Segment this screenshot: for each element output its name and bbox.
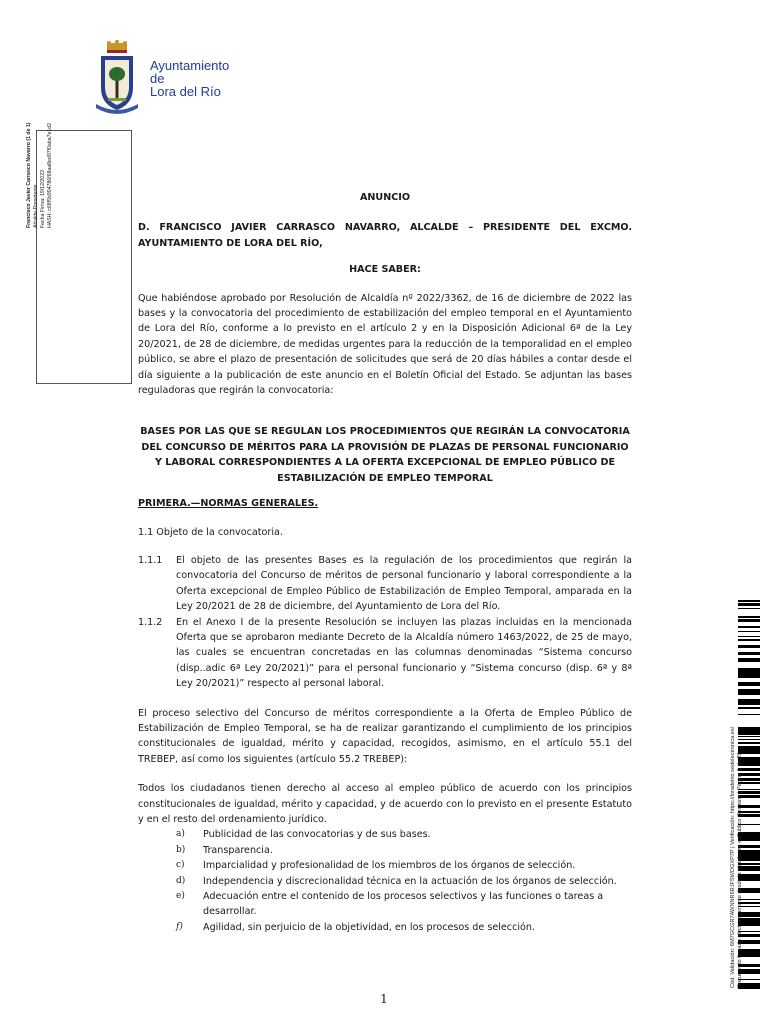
verification-line: Cód. Validación: 6M7GCGR7AWNNR6RJFSWDGXP7P | Verificación: https://loradelrio.sedelectronica.es/ (730, 726, 736, 988)
barcode-bar (738, 600, 760, 602)
bases-title: BASES POR LAS QUE SE REGULAN LOS PROCEDIMIENTOS QUE REGIRÁN LA CONVOCATORIA DEL CONCURSO DE MÉRITOS PARA LA PROVISIÓN DE PLAZAS DE PERSONAL FUNCIONARIO Y LABORAL CORRESPONDIENTES A LA OFERTA EXCEPCIONAL DE EMPLEO PÚBLICO DE ESTABILIZACIÓN DE EMPLEO TEMPORAL (140, 426, 630, 484)
verification-line: Documento firmado electrónicamente desde la plataforma esPublico Gestiona | Página 1 de 20 (737, 752, 743, 988)
list-marker: d) (176, 875, 186, 886)
intro-paragraph: Que habiéndose aprobado por Resolución de Alcaldía nº 2022/3362, de 16 de diciembre de 2022 las bases y la convocatoria del procedimiento de estabilización del empleo temporal en el Ayuntamiento de Lora del Río, conforme a lo previsto en el artículo 2 y en la Disposición Adicional 6ª de la Ley 20/2021, de 28 de diciembre, de medidas urgentes para la reducción de la temporalidad en el empleo público, se abre el plazo de presentación de solicitudes que será de 20 días hábiles a contar desde el día siguiente a la publicación de este anuncio en el Boletín Oficial del Estado. Se adjuntan las bases reguladoras que regirán la convocatoria: (138, 292, 632, 397)
signature-line: Francisco Javier Carrasco Navarro (1 de 1) (26, 122, 32, 228)
barcode-bar (738, 603, 760, 605)
list-marker: b) (176, 844, 186, 855)
list-text: Transparencia. (203, 844, 273, 856)
item-number: 1.1.2 (138, 616, 163, 628)
logo-line: Lora del Río (150, 84, 221, 99)
barcode-bar (738, 605, 760, 606)
numbered-item (138, 553, 632, 615)
logo-line: Ayuntamiento (150, 58, 230, 73)
subsection-title: 1.1 Objeto de la convocatoria. (138, 526, 283, 538)
issuer-line: D. FRANCISCO JAVIER CARRASCO NAVARRO, ALCALDE – PRESIDENTE DEL EXCMO. AYUNTAMIENTO DE LORA DEL RÍO, (138, 222, 632, 249)
signature-line: HASH: c68f5b904786f68aa8ed97f0aba7e1d2 (47, 123, 53, 228)
list-text: Adecuación entre el contenido de los procesos selectivos y las funciones o tareas a desarrollar. (203, 891, 604, 918)
numbered-list (138, 553, 632, 692)
list-marker: f) (176, 921, 183, 932)
document-heading: ANUNCIO (359, 192, 411, 203)
list-item (138, 920, 632, 935)
list-text: Independencia y discrecionalidad técnica en la actuación de los órganos de selección. (203, 875, 617, 887)
verification-text (730, 608, 744, 988)
list-item (138, 874, 632, 889)
item-number: 1.1.1 (138, 554, 163, 566)
list-marker: c) (176, 860, 185, 871)
list-text: Publicidad de las convocatorias y de sus bases. (203, 829, 431, 841)
page-number: 1 (380, 992, 388, 1006)
ciudadanos-paragraph: Todos los ciudadanos tienen derecho al acceso al empleo público de acuerdo con los principios constitucionales de igualdad, mérito y capacidad, y de acuerdo con lo previsto en el presente Estatuto y en el resto del ordenamiento jurídico. (138, 783, 632, 825)
numbered-item (138, 615, 632, 692)
signature-line: Alcalde-Presidente (33, 184, 39, 228)
document-body (138, 190, 632, 935)
signature-text (26, 0, 54, 228)
logo-line: de (150, 71, 165, 86)
hace-saber: HACE SABER: (349, 264, 421, 276)
list-item (138, 889, 632, 920)
proceso-paragraph: El proceso selectivo del Concurso de méritos correspondiente a la Oferta de Empleo Público de Estabilización de Empleo Temporal, se ha de realizar garantizando el cumplimiento de los principios constitucionales de igualdad, mérito y capacidad, recogidos, asimismo, en el artículo 55.1 del TREBEP, así como los siguientes (artículo 55.2 TREBEP): (138, 707, 632, 765)
signature-line: Fecha Firma: 19/12/2022 (40, 170, 46, 228)
list-marker: a) (176, 829, 185, 840)
section-title: PRIMERA.—NORMAS GENERALES. (138, 498, 319, 510)
list-marker: e) (176, 891, 185, 902)
list-item (138, 858, 632, 873)
list-item (138, 827, 632, 842)
principles-list (138, 827, 632, 935)
item-text: El objeto de las presentes Bases es la regulación de los procedimientos que regirán la convocatoria del Concurso de méritos de personal funcionario y laboral correspondiente a la Oferta excepcional de Empleo Público de Estabilización de Empleo Temporal, amparada en la Ley 20/2021 de 28 de diciembre, del Ayuntamiento de Lora del Río. (176, 554, 632, 613)
list-item (138, 843, 632, 858)
list-text: Imparcialidad y profesionalidad de los miembros de los órganos de selección. (203, 860, 576, 872)
item-text: En el Anexo I de la presente Resolución se incluyen las plazas incluidas en la mencionada Oferta que se aprobaron mediante Decreto de la Alcaldía número 1463/2022, de 25 de mayo, las cuales se encuentran concretadas en las columnas denominadas “Sistema concurso (disp..adic 6ª Ley 20/2021)” para el personal funcionario y “Sistema concurso (disp. 6ª y 8ª Ley 20/2021)” respecto al personal laboral. (176, 616, 632, 690)
list-text: Agilidad, sin perjuicio de la objetividad, en los procesos de selección. (203, 921, 536, 933)
logo-text (150, 59, 229, 98)
